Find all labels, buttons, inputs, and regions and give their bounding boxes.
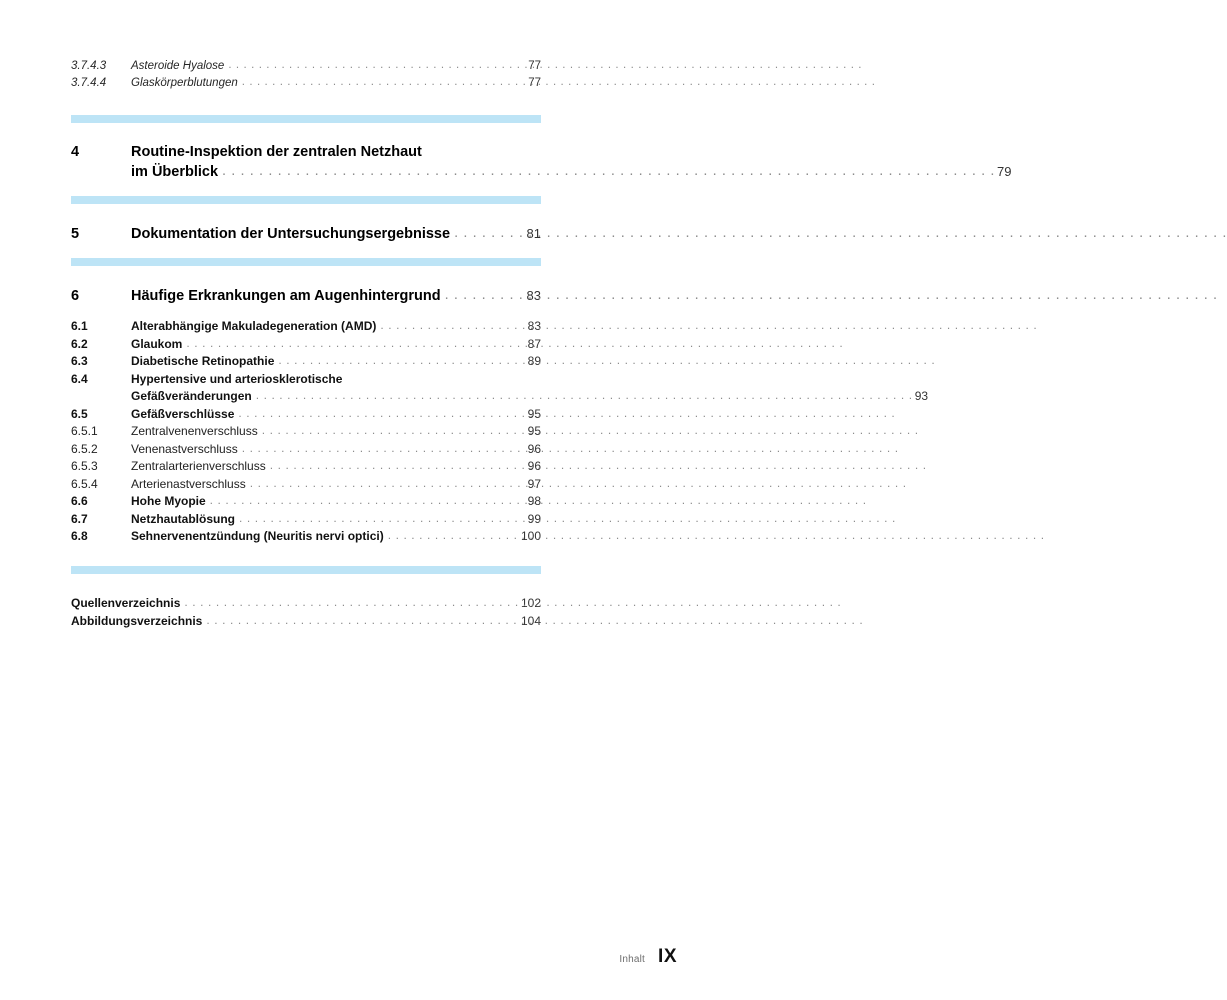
toc-entry-page: 104 [520,613,541,628]
toc-entry-title: Netzhautablösung [131,511,235,526]
toc-entry-page: 96 [527,441,541,456]
dot-leader [454,225,524,244]
toc-entry-6-5[interactable] [71,406,541,424]
toc-entry-title: Alterabhängige Makuladegeneration (AMD) [131,319,377,333]
toc-entry-page: 102 [520,595,541,610]
toc-entry-number: 6.5.2 [71,441,98,456]
toc-entry-chapter-4[interactable] [71,143,1012,182]
toc-entry-page: 98 [527,494,541,508]
dot-leader [278,353,525,371]
toc-entry-number: 5 [71,226,80,242]
toc-entry-quellenverzeichnis[interactable] [71,594,541,612]
toc-entry-title: Asteroide Hyalose [131,60,225,72]
toc-entry-title: Zentralarterienverschluss [131,459,266,473]
toc-entry-title: Zentralvenenverschluss [131,424,258,438]
spacer [71,266,541,286]
toc-entry-page: 83 [527,319,541,333]
toc-entry-6-1[interactable] [71,318,541,336]
toc-entry-page: 93 [914,389,929,403]
spacer [71,123,541,143]
toc-entry-number: 6.7 [71,511,88,526]
toc-entry-title-line1: Hypertensive und arteriosklerotische [131,371,343,386]
toc-entry-title: Arterienastverschluss [131,476,246,491]
toc-entry-6-5-2[interactable] [71,441,541,459]
toc-entry-title: Sehnervenentzündung (Neuritis nervi optici) [131,529,384,543]
dot-leader [210,493,526,511]
toc-entry-6-5-1[interactable] [71,423,541,441]
footer-folio: IX [658,946,677,967]
toc-entry-title-line1: Routine-Inspektion der zentralen Netzhaut [131,144,422,160]
toc-entry-number: 6.2 [71,336,88,351]
toc-entry-number: 6.5.3 [71,459,98,473]
toc-entry-page: 81 [526,226,541,241]
toc-entry-page: 87 [527,336,541,351]
dot-leader [222,163,995,182]
toc-entry-title: Häufige Erkrankungen am Augenhintergrund [131,288,441,304]
page-footer [619,946,677,968]
dot-leader [184,594,519,612]
toc-entry-page: 99 [527,511,541,526]
toc-entry-page: 95 [527,406,541,421]
toc-entry-number: 6.3 [71,354,88,368]
toc-entry-number: 6.5.1 [71,424,98,438]
toc-entry-page: 100 [520,529,541,543]
footer-section-label: Inhalt [619,954,646,965]
spacer [71,182,541,196]
toc-entry-6-4[interactable] [71,371,929,406]
toc-entry-number: 6.8 [71,529,88,543]
toc-entry-page: 95 [527,424,541,438]
toc-entry-title: Hohe Myopie [131,494,206,508]
toc-entry-page: 96 [527,459,541,473]
dot-leader [256,388,913,406]
dot-leader [250,476,526,494]
toc-entry-abbildungsverzeichnis[interactable] [71,612,541,630]
section-divider-bar [71,258,541,266]
toc-entry-title: Dokumentation der Untersuchungsergebnisse [131,226,451,242]
toc-entry-number: 6.4 [71,371,88,386]
toc-entry-page: 97 [527,476,541,491]
toc-entry-6-3[interactable] [71,353,541,371]
toc-entry-title: Abbildungsverzeichnis [71,613,203,628]
toc-entry-chapter-6[interactable] [71,286,541,306]
spacer [71,574,541,594]
toc-entry-number: 3.7.4.4 [71,77,107,89]
dot-leader [262,423,526,441]
dot-leader [228,58,526,75]
toc-entry-page: 79 [997,164,1012,179]
toc-entry-3-7-4-4[interactable] [71,75,541,92]
toc-entry-number: 6.5 [71,406,88,421]
toc-entry-number: 6.6 [71,494,88,508]
toc-entry-title: Diabetische Retinopathie [131,354,275,368]
toc-entry-number: 6.5.4 [71,476,98,491]
spacer [71,92,541,115]
dot-leader [186,336,525,354]
section-divider-bar [71,196,541,204]
toc-entry-page: 83 [526,288,541,303]
dot-leader [242,441,526,459]
toc-list [71,58,1012,630]
toc-entry-number: 6 [71,288,80,304]
dot-leader [238,406,525,424]
dot-leader [239,511,526,529]
toc-entry-page: 89 [527,354,541,368]
spacer [71,204,541,224]
toc-entry-6-6[interactable] [71,493,541,511]
toc-entry-6-5-4[interactable] [71,476,541,494]
toc-entry-chapter-5[interactable] [71,224,541,244]
spacer [71,546,541,566]
section-divider-bar [71,115,541,123]
toc-entry-title: Glaukom [131,336,183,351]
toc-entry-title-line2: Gefäßveränderungen [131,389,252,403]
toc-entry-page: 77 [528,60,541,72]
toc-entry-title: Gefäßverschlüsse [131,406,235,421]
toc-entry-6-5-3[interactable] [71,458,541,476]
toc-entry-title: Quellenverzeichnis [71,595,181,610]
toc-entry-title-line2: im Überblick [131,164,219,180]
toc-entry-6-7[interactable] [71,511,541,529]
toc-entry-title: Glaskörperblutungen [131,77,238,89]
dot-leader [380,318,525,336]
toc-entry-page: 77 [528,77,541,89]
toc-entry-number: 6.1 [71,319,88,333]
dot-leader [445,287,525,306]
toc-entry-3-7-4-3[interactable] [71,58,541,75]
toc-entry-6-2[interactable] [71,336,541,354]
dot-leader [206,612,519,630]
toc-entry-number: 3.7.4.3 [71,60,107,72]
section-divider-bar [71,566,541,574]
dot-leader [270,458,526,476]
toc-entry-number: 4 [71,144,80,160]
dot-leader [242,75,526,92]
dot-leader [388,528,519,546]
toc-entry-6-8[interactable] [71,528,541,546]
toc-entry-title: Venenastverschluss [131,441,238,456]
spacer [71,244,541,258]
